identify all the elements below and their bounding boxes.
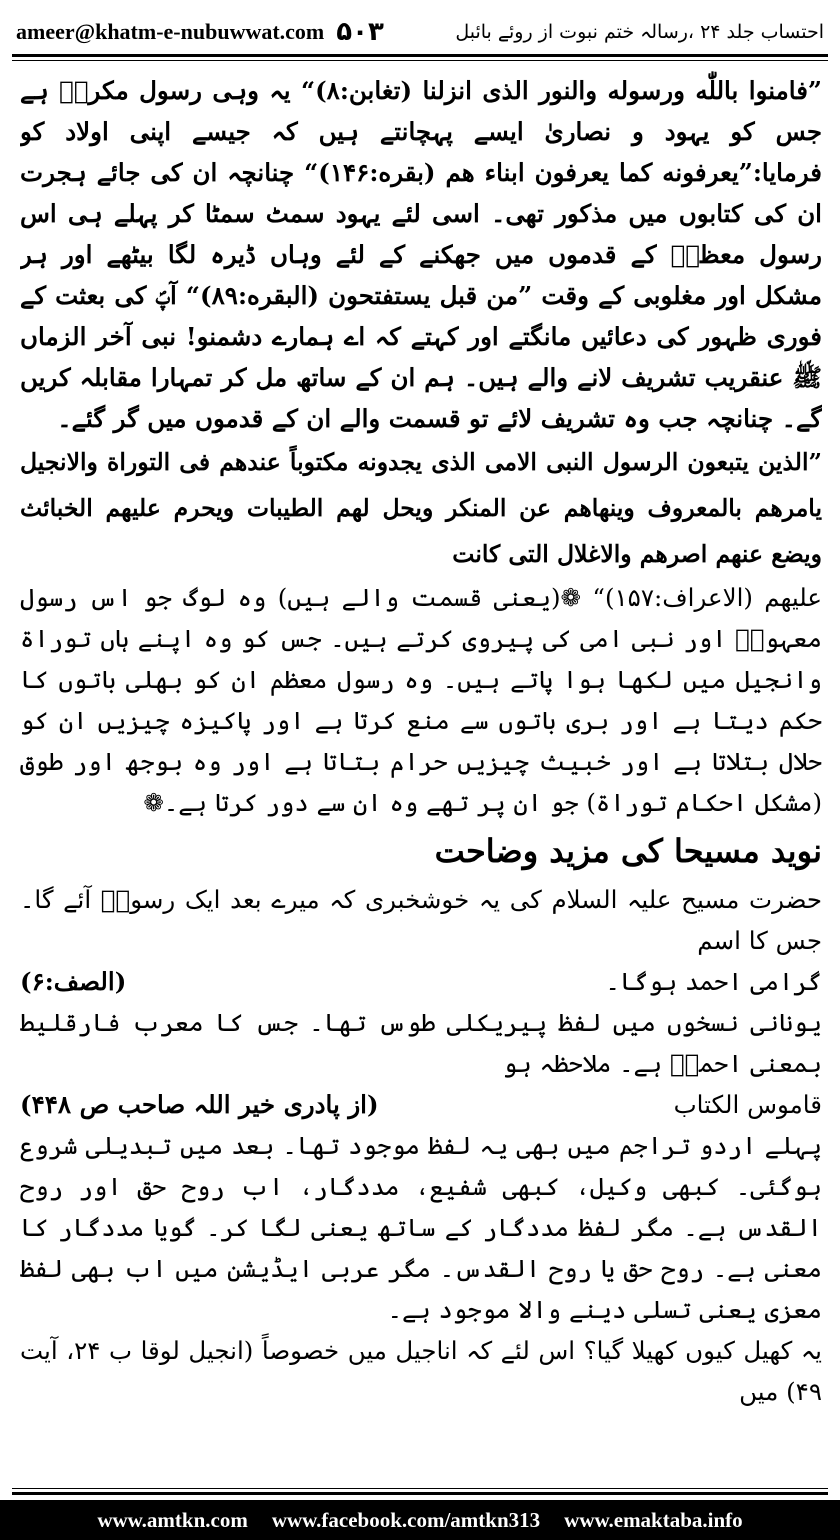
greek-line2-text: قاموس الکتاب <box>673 1090 822 1119</box>
paragraph-greek-line1: یونانی نسخوں میں لفظ پیریکلی طوس تھا۔ جس کا معرب فارقلیط بمعنی احمدؐ ہے۔ ملاحظہ ہو <box>20 1008 822 1078</box>
header-left <box>16 17 384 47</box>
paragraph-urdu-translations: پہلے اردو تراجم میں بھی یہ لفظ موجود تھا۔ بعد میں تبدیلی شروع ہوگئی۔ کبھی وکیل، کبھی شفیع، مددگار، اب روح حق اور روح القدس ہے۔ مگر لفظ مددگار کے ساتھ یعنی لگا کر۔ گویا مددگار کا معنی ہے۔ روح حق یا روح القدس۔ مگر عربی ایڈیشن میں اب بھی لفظ معزی یعنی تسلی دینے والا موجود ہے۔ <box>20 1131 822 1324</box>
footer-link-amtkn[interactable]: www.amtkn.com <box>97 1507 248 1532</box>
prophecy-line2-text: گرامی احمد ہوگا۔ <box>605 967 822 996</box>
page-header <box>16 14 824 50</box>
section-heading: نوید مسیحا کی مزید وضاحت <box>434 832 822 870</box>
paragraph-prophecy-line1: حضرت مسیح علیہ السلام کی یہ خوشخبری کہ میرے بعد ایک رسولؐ آئے گا۔ جس کا اسم <box>20 885 822 955</box>
page-number: ۵۰۳ <box>336 17 384 47</box>
footer-link-emaktaba[interactable]: www.emaktaba.info <box>564 1507 743 1532</box>
footer-rule <box>12 1488 828 1495</box>
paragraph-question: یہ کھیل کیوں کھیلا گیا؟ اس لئے کہ اناجیل میں خصوصاً (انجیل لوقا ب ۲۴، آیت ۴۹) میں <box>20 1336 822 1406</box>
paragraph-quran-1: ”فامنوا باللّٰه ورسوله والنور الذی انزلنا (تغابن:۸)“ یہ وہی رسول مکرمؐ ہے جس کو یہود و نصاریٰ ایسے پہچانتے ہیں کہ جیسے اپنی اولاد کو فرمایا:”یعرفونه کما یعرفون ابناء هم (بقره:۱۴۶)“ چنانچہ ان کی جائے ہجرت ان کی کتابوں میں مذکور تھی۔ اسی لئے یہود سمٹ سمٹا کر پہلے ہی اس رسول معظمؐ کے قدموں میں جھکنے کے لئے وہاں ڈیرہ لگا بیٹھے اور ہر مشکل اور مغلوبی کے وقت ”من قبل یستفتحون (البقره:۸۹)“ آپؐ کی بعثت کے فوری ظہور کی دعائیں مانگتے اور کہتے کہ اے ہمارے دشمنو! نبی آخر الزماں ﷺ عنقریب تشریف لانے والے ہیں۔ ہم ان کے ساتھ مل کر تمہارا مقابلہ کریں گے۔ چنانچہ جب وہ تشریف لائے تو قسمت والے ان کے قدموں میں گر گئے۔ <box>20 76 822 433</box>
prophecy-reference: (الصف:۶) <box>20 967 127 996</box>
paragraph-arabic-verse: ”الذین یتبعون الرسول النبی الامی الذی یجدونه مکتوباً عندهم فی التوراة والانجیل یامرهم بالمعروف وینهاهم عن المنکر ویحل لهم الطیبات ویحرم علیهم الخبائث ویضع عنهم اصرهم والاغلال التی کانت <box>20 448 822 568</box>
page-footer <box>0 1500 840 1540</box>
header-email[interactable]: ameer@khatm-e-nubuwwat.com <box>16 19 325 44</box>
paragraph-verse-explanation: علیهم (الاعراف:۱۵۷)“ ❁(یعنی قسمت والے ہیں) وہ لوگ جو اس رسول معہودؐ اور نبی امی کی پیروی کرتے ہیں۔ جس کو وہ اپنے ہاں توراۃ وانجیل میں لکھا ہوا پاتے ہیں۔ وہ رسول معظم ان کو بھلی باتوں کا حکم دیتا ہے اور بری باتوں سے منع کرتا ہے اور پاکیزہ چیزیں ان کو حلال بتلاتا ہے اور خبیث چیزیں حرام بتاتا ہے اور وہ بوجھ اور طوق (مشکل احکام توراۃ) جو ان پر تھے وہ ان سے دور کرتا ہے۔❁ <box>20 583 822 817</box>
prophecy-line2 <box>20 961 822 1002</box>
running-title: احتساب جلد ۲۴ ،رسالہ ختم نبوت از روئے بائبل <box>455 21 824 43</box>
footer-link-facebook[interactable]: www.facebook.com/amtkn313 <box>271 1507 541 1532</box>
greek-line2 <box>20 1084 822 1125</box>
page-body <box>20 70 822 1460</box>
header-rule <box>12 54 828 61</box>
greek-reference: (از پادری خیر اللہ صاحب ص ۴۴۸) <box>20 1090 379 1119</box>
